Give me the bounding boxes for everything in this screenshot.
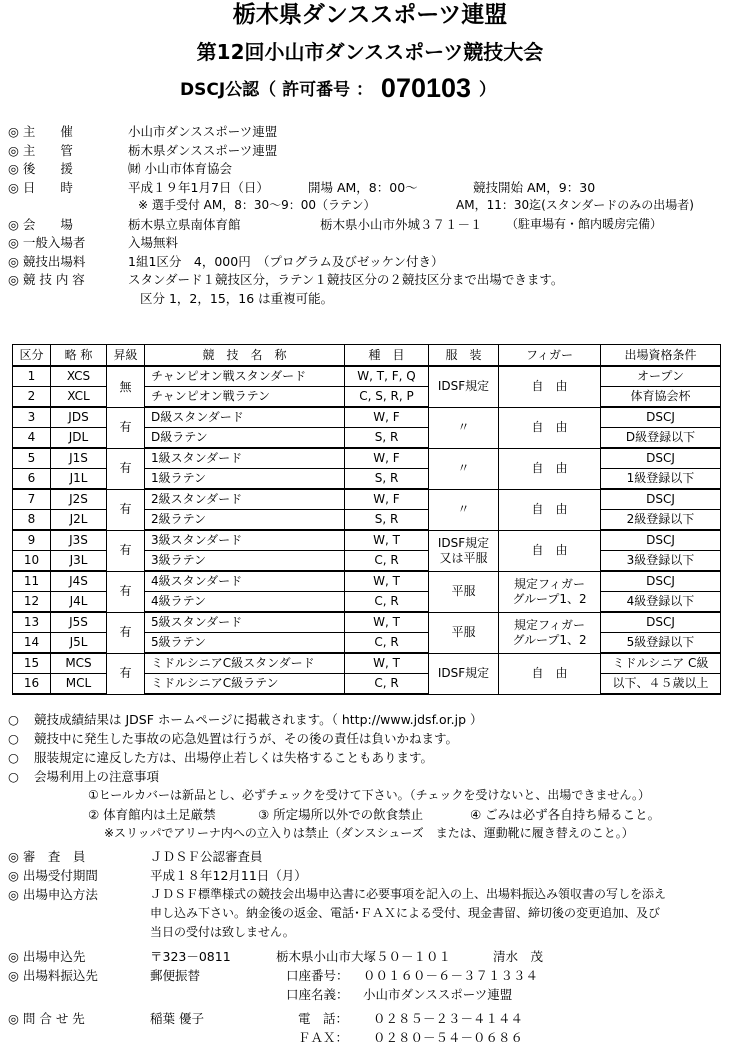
table-body	[13, 366, 721, 694]
note-text: 服装規定に違反した方は、出場停止若しくは失格することもあります。	[34, 750, 434, 765]
cell-dress	[429, 653, 499, 694]
cell-dress	[429, 571, 499, 612]
app-judges	[8, 849, 733, 868]
note-text: 会場利用上の注意事項	[34, 769, 160, 784]
cell-condition: 体育協会杯	[601, 387, 721, 408]
col-header-event: 種 目	[345, 345, 429, 367]
cell-name: チャンピオン戦スタンダード	[145, 366, 345, 387]
info-value: 栃木県ダンススポーツ連盟	[128, 142, 278, 158]
info-label: ◎ 競 技 内 容	[8, 272, 85, 287]
rule-text: ※スリッパでアリーナ内への立入りは禁止（ダンスシューズ または、運動靴に履き替えのこと。）	[104, 826, 634, 840]
info-fee	[8, 254, 733, 273]
cell-abbr: JDS	[51, 407, 107, 428]
col-header-name: 競 技 名 称	[145, 345, 345, 367]
cell-promotion: 有	[107, 407, 145, 448]
app-transfer	[8, 968, 733, 987]
info-value: 小山市ダンススポーツ連盟	[128, 124, 278, 139]
cell-condition: 5級登録以下	[601, 633, 721, 654]
rule-item	[8, 826, 733, 845]
cell-name: 3級スタンダード	[145, 530, 345, 551]
cell-division: 6	[13, 469, 51, 490]
venue-address: 栃木県小山市外城３７１－１	[320, 216, 483, 232]
notes	[8, 712, 733, 845]
note-bullet: ○	[8, 712, 19, 727]
dress-line: IDSF規定	[437, 666, 490, 680]
note-text: 競技中に発生した事故の応急処置は行うが、その後の責任は負いかねます。	[34, 731, 459, 746]
cell-event: C, S, R, P	[345, 387, 429, 408]
cell-figure	[499, 489, 601, 530]
app-transfer-method: 郵便振替	[150, 968, 201, 983]
cell-event: S, R	[345, 428, 429, 449]
info-venue	[8, 217, 733, 236]
app-label: ◎ 出場申込先	[8, 949, 86, 964]
cell-abbr: J5L	[51, 633, 107, 654]
figure-line: 規定フィガー	[513, 617, 586, 632]
event-title: 第12回小山市ダンススポーツ競技大会	[196, 40, 544, 64]
app-method-3	[8, 925, 733, 949]
cell-abbr: J5S	[51, 612, 107, 633]
table-row	[13, 530, 721, 551]
app-contact-name: 稲葉 優子	[150, 1011, 204, 1026]
cell-condition: DSCJ	[601, 530, 721, 551]
cell-abbr: J4L	[51, 592, 107, 613]
figure-line: 自 由	[531, 502, 568, 516]
info-value: 栃木県立県南体育館	[128, 216, 241, 232]
cell-name: D級ラテン	[145, 428, 345, 449]
app-transfer-2	[8, 987, 733, 1011]
cell-condition: DSCJ	[601, 489, 721, 510]
cell-event: C, R	[345, 592, 429, 613]
dress-line: 平服	[451, 625, 476, 639]
app-fax-label: ＦＡＸ：	[298, 1030, 349, 1045]
cell-figure	[499, 571, 601, 612]
col-header-abbr: 略 称	[51, 345, 107, 367]
info-value: 平成１９年1月7日（日）	[128, 179, 269, 195]
permit-prefix: DSCJ公認（ 許可番号 ：	[180, 80, 373, 100]
cell-figure	[499, 448, 601, 489]
rule-text: ③ 所定場所以外での飲食禁止	[258, 807, 424, 822]
cell-division: 15	[13, 653, 51, 674]
cell-promotion: 有	[107, 448, 145, 489]
col-header-division: 区分	[13, 345, 51, 367]
cell-condition: 以下、４５歳以上	[601, 674, 721, 695]
cell-promotion: 有	[107, 530, 145, 571]
info-value-2: AM，11：30迄(スタンダードのみの出場者)	[456, 198, 694, 212]
cell-promotion: 無	[107, 366, 145, 407]
cell-name: ミドルシニアC級ラテン	[145, 674, 345, 695]
dress-line-2: 又は平服	[439, 550, 488, 565]
app-contact-2	[8, 1030, 733, 1049]
dress-line: 〃	[457, 420, 470, 434]
figure-line: 規定フィガー	[513, 576, 586, 591]
cell-figure	[499, 612, 601, 653]
cell-event: W, T	[345, 653, 429, 674]
info-label: ◎ 主 催	[8, 124, 73, 139]
cell-abbr: XCL	[51, 387, 107, 408]
app-account-no: ００１６０－６－３７１３３４	[363, 968, 539, 983]
info-label: ◎ 日 時	[8, 179, 73, 195]
info-date	[8, 180, 733, 199]
note-item	[8, 712, 733, 731]
cell-division: 8	[13, 510, 51, 531]
note-item	[8, 731, 733, 750]
info-start-time: 競技開始 AM，9：30	[473, 179, 596, 195]
table-row	[13, 571, 721, 592]
app-account-name: 小山市ダンススポーツ連盟	[363, 987, 513, 1002]
app-label: ◎ 出場料振込先	[8, 968, 98, 983]
venue-note: （駐車場有・館内暖房完備）	[506, 216, 663, 231]
cell-name: 2級スタンダード	[145, 489, 345, 510]
cell-promotion: 有	[107, 571, 145, 612]
app-tel: ０２８５－２３－４１４４	[373, 1011, 524, 1026]
document-title: 栃木県ダンススポーツ連盟	[232, 2, 508, 28]
info-reception	[8, 198, 733, 217]
event-info	[8, 124, 733, 309]
dress-line: 〃	[457, 461, 470, 475]
info-value: ※ 選手受付 AM，8：30～9：00（ラテン）	[138, 198, 376, 212]
cell-promotion: 有	[107, 489, 145, 530]
cell-condition: DSCJ	[601, 407, 721, 428]
cell-event: C, R	[345, 633, 429, 654]
info-value: 1組1区分 4，000円 （プログラム及びゼッケン付き）	[128, 253, 444, 269]
cell-division: 4	[13, 428, 51, 449]
permit-line	[180, 72, 496, 104]
note-bullet: ○	[8, 769, 19, 784]
info-label: ◎ 一般入場者	[8, 235, 86, 250]
figure-line-2: グループ1、2	[512, 591, 587, 606]
app-address-text: 栃木県小山市大塚５０－１０１	[276, 949, 452, 964]
figure-line: 自 由	[531, 543, 568, 557]
info-support	[8, 161, 733, 180]
cell-condition: DSCJ	[601, 612, 721, 633]
app-value: 当日の受付は致しません。	[150, 925, 295, 939]
info-label: ◎ 競技出場料	[8, 253, 86, 269]
permit-number: 070103	[380, 73, 472, 103]
app-fax: ０２８０－５４－０６８６	[373, 1030, 524, 1045]
table-row	[13, 612, 721, 633]
table-row	[13, 448, 721, 469]
table-row	[13, 653, 721, 674]
info-open-time: 開場 AM，8：00～	[308, 179, 418, 195]
cell-condition: オープン	[601, 366, 721, 387]
cell-abbr: J3S	[51, 530, 107, 551]
table-row	[13, 366, 721, 387]
app-contact	[8, 1011, 733, 1030]
cell-division: 2	[13, 387, 51, 408]
table-row	[13, 407, 721, 428]
note-text: 競技成績結果は JDSF ホームページに掲載されます。（ http://www.jdsf.or.jp ）	[34, 712, 483, 727]
cell-division: 5	[13, 448, 51, 469]
figure-line-2: グループ1、2	[512, 632, 587, 647]
cell-dress	[429, 366, 499, 407]
cell-event: W, T	[345, 612, 429, 633]
app-value: 平成１８年12月11日（月）	[150, 868, 307, 883]
cell-dress	[429, 489, 499, 530]
cell-condition: 2級登録以下	[601, 510, 721, 531]
cell-event: W, F	[345, 407, 429, 428]
cell-dress	[429, 448, 499, 489]
cell-abbr: J3L	[51, 551, 107, 572]
cell-abbr: XCS	[51, 366, 107, 387]
info-value: 入場無料	[128, 235, 179, 250]
app-contact-person: 清水 茂	[493, 949, 544, 964]
cell-abbr: J4S	[51, 571, 107, 592]
cell-division: 12	[13, 592, 51, 613]
cell-division: 3	[13, 407, 51, 428]
note-item	[8, 769, 733, 788]
col-header-figure: フィガー	[499, 345, 601, 367]
cell-name: チャンピオン戦ラテン	[145, 387, 345, 408]
info-general	[8, 235, 733, 254]
cell-event: C, R	[345, 551, 429, 572]
cell-event: W, T, F, Q	[345, 366, 429, 387]
cell-division: 7	[13, 489, 51, 510]
app-label: ◎ 出場申込方法	[8, 887, 98, 902]
info-manager	[8, 143, 733, 162]
figure-line: 自 由	[531, 461, 568, 475]
cell-figure	[499, 530, 601, 571]
cell-division: 14	[13, 633, 51, 654]
info-organizer	[8, 124, 733, 143]
rule-text: ①ヒールカバーは新品とし、必ずチェックを受けて下さい。（チェックを受けないと、出場できません。）	[88, 788, 651, 802]
rule-item	[8, 807, 733, 826]
cell-figure	[499, 653, 601, 694]
app-method	[8, 887, 733, 906]
cell-condition: DSCJ	[601, 448, 721, 469]
cell-division: 16	[13, 674, 51, 695]
cell-figure	[499, 366, 601, 407]
cell-promotion: 有	[107, 653, 145, 694]
dress-line: 平服	[451, 584, 476, 598]
cell-condition: ミドルシニア C級	[601, 653, 721, 674]
dress-line: IDSF規定	[437, 379, 490, 394]
cell-division: 1	[13, 366, 51, 387]
cell-name: 1級スタンダード	[145, 448, 345, 469]
cell-condition: 1級登録以下	[601, 469, 721, 490]
cell-event: W, F	[345, 448, 429, 469]
cell-division: 9	[13, 530, 51, 551]
cell-name: D級スタンダード	[145, 407, 345, 428]
dress-line: IDSF規定	[437, 535, 490, 550]
info-label: ◎ 後 援	[8, 161, 73, 176]
cell-abbr: J1L	[51, 469, 107, 490]
note-bullet: ○	[8, 750, 19, 765]
application-info	[8, 849, 733, 1049]
cell-name: ミドルシニアC級スタンダード	[145, 653, 345, 674]
cell-figure	[499, 407, 601, 448]
cell-division: 10	[13, 551, 51, 572]
cell-abbr: JDL	[51, 428, 107, 449]
info-content	[8, 272, 733, 291]
cell-name: 4級スタンダード	[145, 571, 345, 592]
cell-promotion: 有	[107, 612, 145, 653]
cell-event: W, T	[345, 571, 429, 592]
competition-table	[12, 344, 721, 695]
app-method-2	[8, 906, 733, 925]
cell-name: 1級ラテン	[145, 469, 345, 490]
cell-condition: 4級登録以下	[601, 592, 721, 613]
note-item	[8, 750, 733, 769]
app-account-name-label: 口座名義：	[286, 987, 349, 1002]
figure-line: 自 由	[531, 379, 568, 394]
cell-name: 4級ラテン	[145, 592, 345, 613]
cell-division: 13	[13, 612, 51, 633]
cell-dress	[429, 530, 499, 571]
cell-name: 5級ラテン	[145, 633, 345, 654]
app-period	[8, 868, 733, 887]
cell-event: S, R	[345, 469, 429, 490]
cell-abbr: J2L	[51, 510, 107, 531]
info-label: ◎ 主 管	[8, 142, 73, 158]
app-value: 申し込み下さい。納金後の返金、電話･ＦＡＸによる受付、現金書留、締切後の変更追加、及び	[150, 906, 661, 920]
note-bullet: ○	[8, 731, 19, 746]
figure-line: 自 由	[531, 420, 568, 434]
cell-abbr: MCS	[51, 653, 107, 674]
cell-name: 5級スタンダード	[145, 612, 345, 633]
app-tel-label: 電 話：	[298, 1011, 349, 1026]
info-value: 区分 1，2，15，16 は重複可能。	[140, 290, 334, 306]
cell-name: 3級ラテン	[145, 551, 345, 572]
rule-item	[8, 788, 733, 807]
col-header-condition: 出場資格条件	[601, 345, 721, 367]
cell-condition: D級登録以下	[601, 428, 721, 449]
info-label: ◎ 会 場	[8, 216, 73, 232]
app-label: ◎ 審 査 員	[8, 849, 86, 864]
app-label: ◎ 問 合 せ 先	[8, 1011, 85, 1026]
cell-event: W, F	[345, 489, 429, 510]
cell-division: 11	[13, 571, 51, 592]
cell-condition: DSCJ	[601, 571, 721, 592]
cell-abbr: J2S	[51, 489, 107, 510]
info-value: ㈶ 小山市体育協会	[128, 161, 232, 176]
figure-line: 自 由	[531, 666, 568, 680]
cell-dress	[429, 612, 499, 653]
cell-abbr: MCL	[51, 674, 107, 695]
app-value: ＪＤＳＦ標準様式の競技会出場申込書に必要事項を記入の上、出場料振込み領収書の写しを添え	[150, 887, 667, 901]
col-header-promotion: 昇級	[107, 345, 145, 367]
app-zip: 〒323－0811	[150, 949, 231, 964]
app-value: ＪＤＳＦ公認審査員	[150, 849, 263, 864]
cell-event: W, T	[345, 530, 429, 551]
app-label: ◎ 出場受付期間	[8, 868, 98, 883]
table-header-row	[13, 345, 721, 367]
app-account-no-label: 口座番号：	[286, 968, 349, 983]
col-header-dress: 服 装	[429, 345, 499, 367]
cell-event: S, R	[345, 510, 429, 531]
cell-event: C, R	[345, 674, 429, 695]
app-address	[8, 949, 733, 968]
cell-abbr: J1S	[51, 448, 107, 469]
rule-text: ② 体育館内は土足厳禁	[88, 807, 216, 822]
cell-dress	[429, 407, 499, 448]
table-row	[13, 489, 721, 510]
cell-condition: 3級登録以下	[601, 551, 721, 572]
info-content-2	[8, 291, 733, 310]
permit-suffix: ）	[478, 80, 496, 100]
dress-line: 〃	[457, 502, 470, 516]
cell-name: 2級ラテン	[145, 510, 345, 531]
info-value: スタンダード１競技区分，ラテン１競技区分の２競技区分まで出場できます。	[128, 272, 564, 287]
rule-text: ④ ごみは必ず各自持ち帰ること。	[470, 807, 661, 822]
